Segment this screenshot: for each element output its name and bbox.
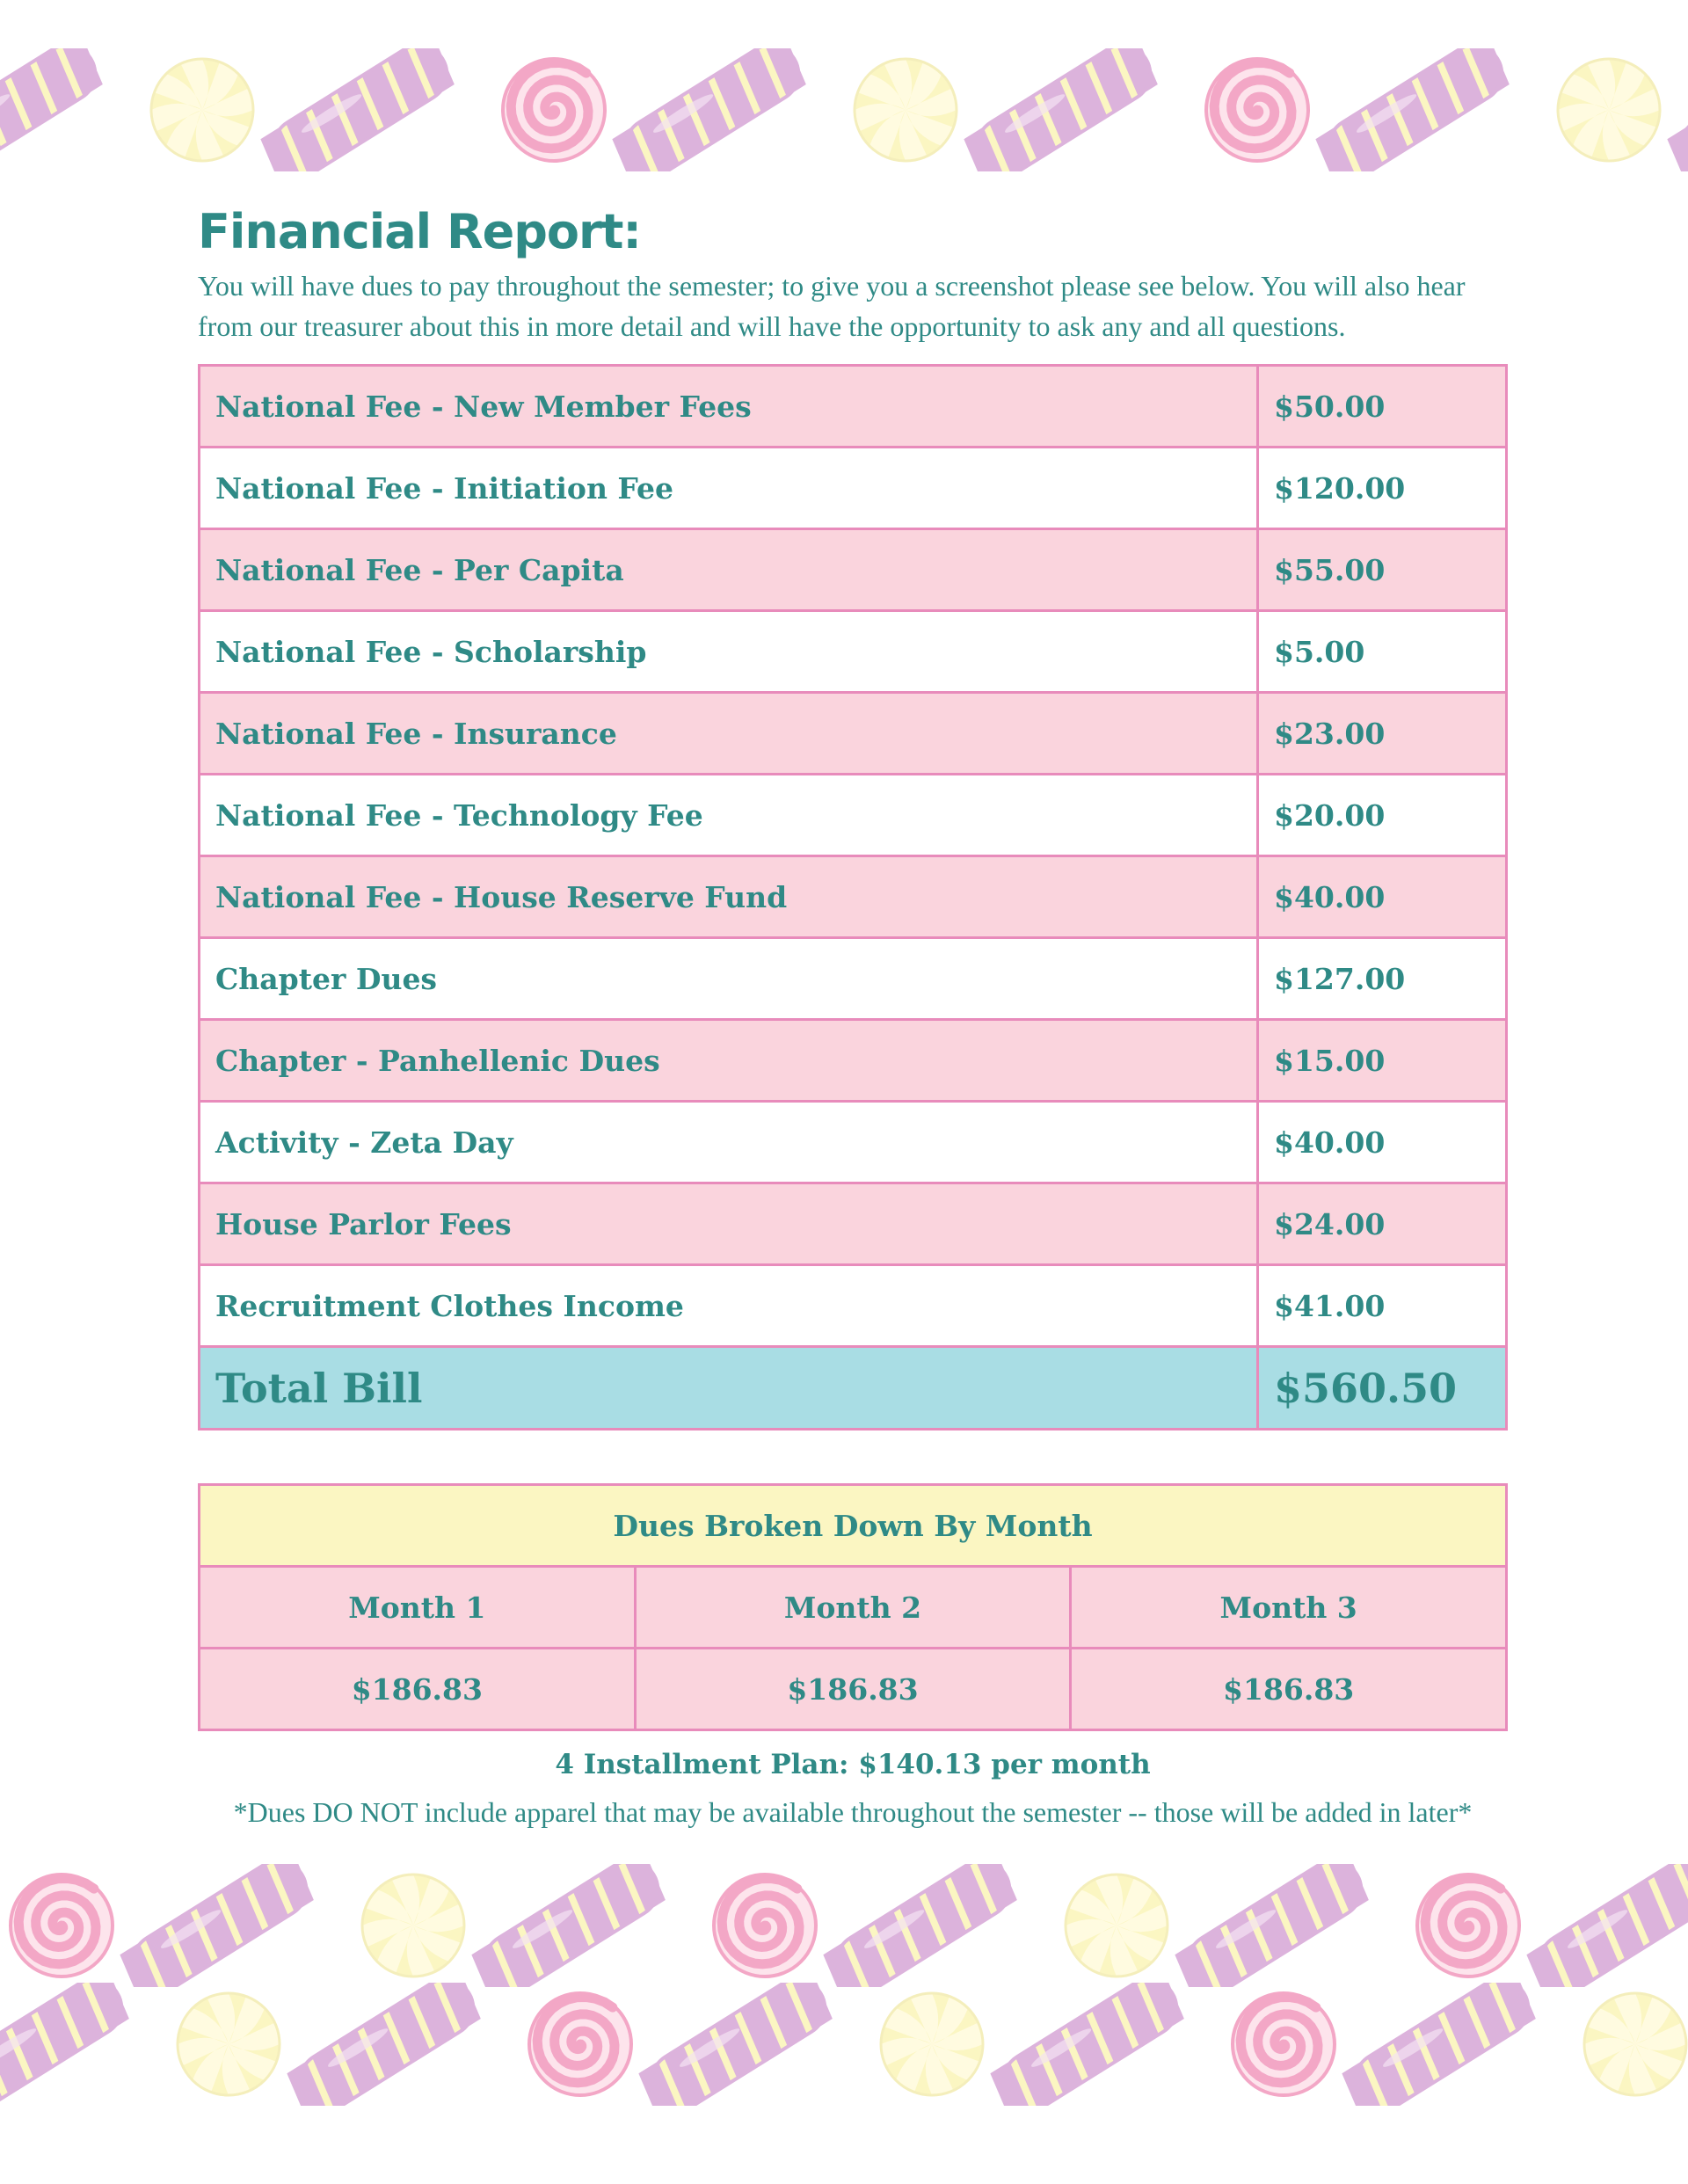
pinwheel-candy-icon <box>1584 1993 1686 2095</box>
twisted-candy-icon <box>816 1864 1024 1987</box>
fee-row <box>200 693 1507 775</box>
installment-plan: 4 Installment Plan: $140.13 per month <box>555 1749 1151 1780</box>
fee-amount: $23.00 <box>1258 693 1507 775</box>
fee-label: National Fee - House Reserve Fund <box>200 856 1258 938</box>
candy-border-bottom-2 <box>0 1983 1688 2106</box>
fee-label: National Fee - New Member Fees <box>200 366 1258 448</box>
monthly-heading: Dues Broken Down By Month <box>200 1485 1507 1567</box>
twisted-candy-icon <box>0 48 110 171</box>
pinwheel-candy-icon <box>1066 1875 1168 1977</box>
fee-row <box>200 1020 1507 1102</box>
fee-amount: $120.00 <box>1258 448 1507 529</box>
fee-amount: $5.00 <box>1258 611 1507 693</box>
page-title: Financial Report: <box>198 204 641 259</box>
twisted-candy-icon <box>957 48 1165 171</box>
pinwheel-candy-icon <box>855 59 957 161</box>
swirl-lollipop-icon <box>1417 1875 1519 1977</box>
twisted-candy-icon <box>113 1864 321 1987</box>
month-amount: $186.83 <box>635 1649 1071 1730</box>
fee-label: National Fee - Scholarship <box>200 611 1258 693</box>
fee-label: Recruitment Clothes Income <box>200 1265 1258 1347</box>
intro-text: You will have dues to pay throughout the semester; to give you a screenshot please see below. You will also hear from our treasurer about this in more detail and will have the opportunity to ask any and all questions. <box>198 270 1466 342</box>
fee-row <box>200 1183 1507 1265</box>
month-label: Month 1 <box>200 1567 636 1649</box>
twisted-candy-icon <box>280 1983 488 2106</box>
fee-amount: $50.00 <box>1258 366 1507 448</box>
candy-border-bottom-1 <box>0 1864 1688 1987</box>
fee-row <box>200 529 1507 611</box>
monthly-breakdown-table <box>198 1483 1508 1731</box>
fee-amount: $127.00 <box>1258 938 1507 1020</box>
candy-pattern-bottom-1 <box>0 1864 1688 1987</box>
total-label: Total Bill <box>200 1347 1258 1430</box>
twisted-candy-icon <box>1660 48 1688 171</box>
fee-row <box>200 366 1507 448</box>
fee-amount: $40.00 <box>1258 856 1507 938</box>
total-amount: $560.50 <box>1258 1347 1507 1430</box>
fee-label: Chapter Dues <box>200 938 1258 1020</box>
pinwheel-candy-icon <box>178 1993 280 2095</box>
fee-amount: $20.00 <box>1258 775 1507 856</box>
pinwheel-candy-icon <box>151 59 253 161</box>
fee-row <box>200 1102 1507 1183</box>
twisted-candy-icon <box>631 1983 840 2106</box>
month-label: Month 3 <box>1071 1567 1507 1649</box>
fee-amount: $40.00 <box>1258 1102 1507 1183</box>
twisted-candy-icon <box>1335 1983 1543 2106</box>
fee-row <box>200 775 1507 856</box>
fee-row <box>200 938 1507 1020</box>
month-amount: $186.83 <box>1071 1649 1507 1730</box>
total-row <box>200 1347 1507 1430</box>
twisted-candy-icon <box>1308 48 1517 171</box>
fee-amount: $55.00 <box>1258 529 1507 611</box>
twisted-candy-icon <box>464 1864 673 1987</box>
fee-label: Chapter - Panhellenic Dues <box>200 1020 1258 1102</box>
twisted-candy-icon <box>983 1983 1191 2106</box>
fee-row <box>200 611 1507 693</box>
pinwheel-candy-icon <box>362 1875 464 1977</box>
candy-pattern-bottom-2 <box>0 1983 1688 2106</box>
fee-row <box>200 856 1507 938</box>
pinwheel-candy-icon <box>881 1993 983 2095</box>
twisted-candy-icon <box>1168 1864 1376 1987</box>
twisted-candy-icon <box>1519 1864 1688 1987</box>
fees-table <box>198 364 1508 1431</box>
month-amount: $186.83 <box>200 1649 636 1730</box>
twisted-candy-icon <box>0 1983 136 2106</box>
financial-report <box>198 200 1508 1831</box>
fee-row <box>200 1265 1507 1347</box>
fee-label: House Parlor Fees <box>200 1183 1258 1265</box>
monthly-heading-row <box>200 1485 1507 1567</box>
swirl-lollipop-icon <box>529 1993 631 2095</box>
pinwheel-candy-icon <box>1558 59 1660 161</box>
swirl-lollipop-icon <box>1233 1993 1335 2095</box>
fee-label: National Fee - Initiation Fee <box>200 448 1258 529</box>
twisted-candy-icon <box>253 48 462 171</box>
month-label-row <box>200 1567 1507 1649</box>
fee-amount: $15.00 <box>1258 1020 1507 1102</box>
candy-border-top <box>0 48 1688 171</box>
fee-amount: $41.00 <box>1258 1265 1507 1347</box>
fee-label: National Fee - Per Capita <box>200 529 1258 611</box>
twisted-candy-icon <box>605 48 813 171</box>
fee-label: Activity - Zeta Day <box>200 1102 1258 1183</box>
candy-pattern-top <box>0 48 1688 171</box>
fee-amount: $24.00 <box>1258 1183 1507 1265</box>
fee-label: National Fee - Insurance <box>200 693 1258 775</box>
fee-label: National Fee - Technology Fee <box>200 775 1258 856</box>
month-amount-row <box>200 1649 1507 1730</box>
swirl-lollipop-icon <box>714 1875 816 1977</box>
swirl-lollipop-icon <box>503 59 605 161</box>
fee-row <box>200 448 1507 529</box>
footnote: *Dues DO NOT include apparel that may be available throughout the semester -- those will be added in later* <box>233 1796 1473 1828</box>
swirl-lollipop-icon <box>1206 59 1308 161</box>
month-label: Month 2 <box>635 1567 1071 1649</box>
swirl-lollipop-icon <box>11 1875 113 1977</box>
